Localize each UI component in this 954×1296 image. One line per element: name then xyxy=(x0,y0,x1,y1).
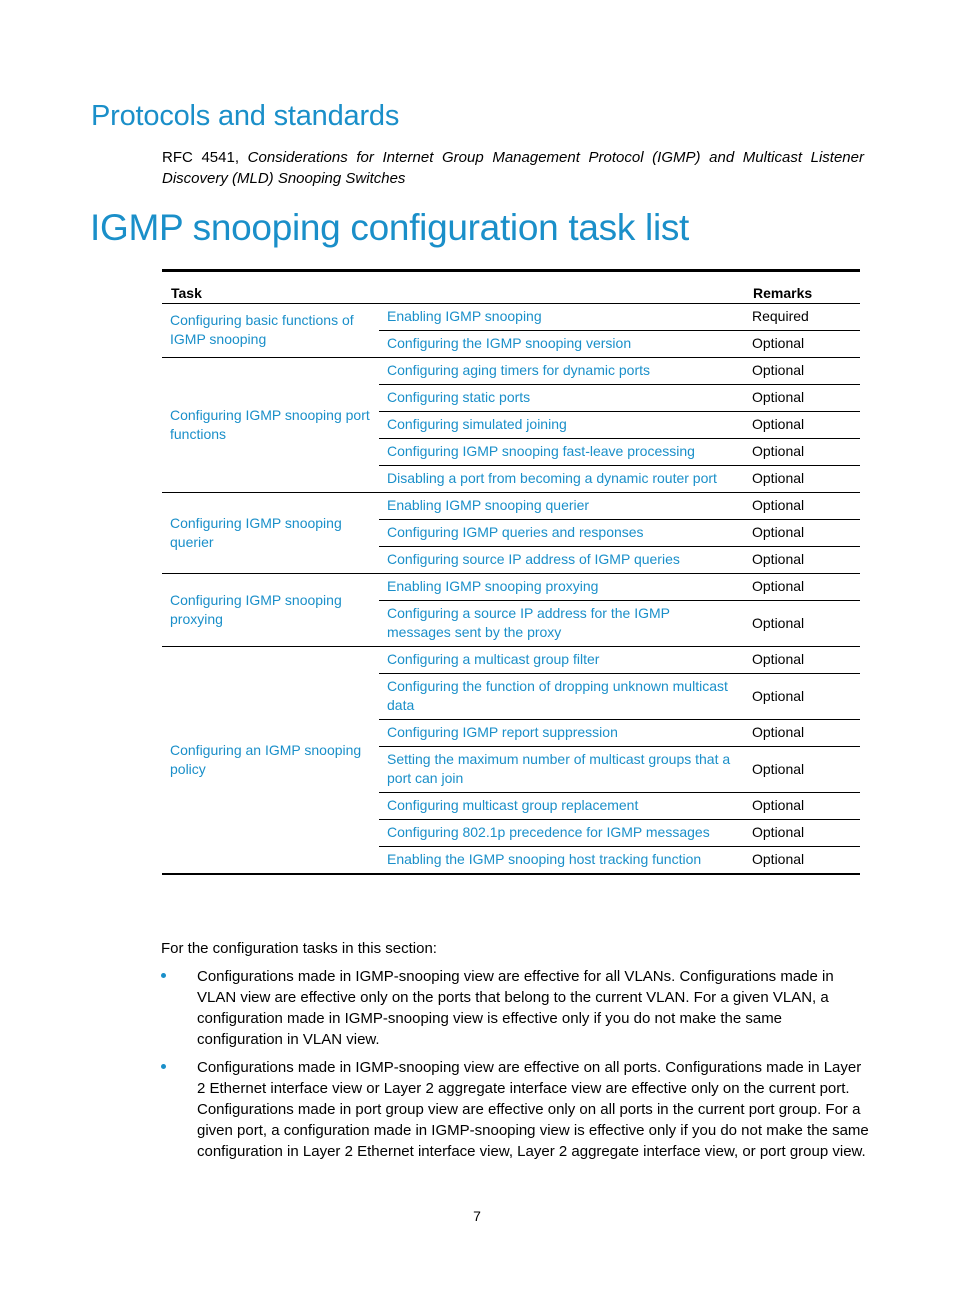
remark-cell: Optional xyxy=(744,547,860,574)
notes-list xyxy=(161,966,869,1169)
subtask-link[interactable]: Disabling a port from becoming a dynamic router port xyxy=(387,470,717,486)
subtask-cell xyxy=(379,647,744,674)
subtask-cell xyxy=(379,847,744,875)
subtask-cell xyxy=(379,574,744,601)
remark-cell: Optional xyxy=(744,466,860,493)
subtask-link[interactable]: Configuring a multicast group filter xyxy=(387,651,600,667)
task-table-body xyxy=(162,304,860,875)
bullet-icon xyxy=(161,973,166,978)
subtask-cell xyxy=(379,720,744,747)
subtask-link[interactable]: Configuring IGMP queries and responses xyxy=(387,524,644,540)
remark-cell: Optional xyxy=(744,385,860,412)
subtask-link[interactable]: Enabling IGMP snooping querier xyxy=(387,497,590,513)
subtask-cell xyxy=(379,439,744,466)
task-group-link[interactable]: Configuring IGMP snooping proxying xyxy=(162,574,379,647)
subtask-link[interactable]: Enabling IGMP snooping xyxy=(387,308,542,324)
remark-cell: Optional xyxy=(744,847,860,875)
subtask-link[interactable]: Setting the maximum number of multicast groups that a port can join xyxy=(387,751,731,786)
page-title: IGMP snooping configuration task list xyxy=(90,207,690,248)
subtask-cell xyxy=(379,493,744,520)
remark-cell: Optional xyxy=(744,601,860,647)
remark-cell: Required xyxy=(744,304,860,331)
remark-cell: Optional xyxy=(744,331,860,358)
subtask-cell xyxy=(379,331,744,358)
subtask-link[interactable]: Configuring static ports xyxy=(387,389,531,405)
subtask-link[interactable]: Configuring IGMP snooping fast-leave processing xyxy=(387,443,695,459)
subtask-cell xyxy=(379,547,744,574)
table-row xyxy=(162,304,860,331)
subtask-cell xyxy=(379,358,744,385)
subtask-link[interactable]: Configuring the function of dropping unknown multicast data xyxy=(387,678,728,713)
subtask-cell xyxy=(379,412,744,439)
subtask-cell xyxy=(379,466,744,493)
task-group-link[interactable]: Configuring an IGMP snooping policy xyxy=(162,647,379,875)
rfc-reference xyxy=(162,147,864,189)
list-item xyxy=(161,1057,869,1162)
subtask-link[interactable]: Configuring aging timers for dynamic ports xyxy=(387,362,651,378)
table-row xyxy=(162,358,860,385)
subtask-link[interactable]: Configuring a source IP address for the IGMP messages sent by the proxy xyxy=(387,605,670,640)
remark-cell: Optional xyxy=(744,793,860,820)
task-column-header: Task xyxy=(162,271,744,304)
remark-cell: Optional xyxy=(744,412,860,439)
subtask-cell xyxy=(379,793,744,820)
subtask-link[interactable]: Configuring IGMP report suppression xyxy=(387,724,618,740)
remark-cell: Optional xyxy=(744,747,860,793)
remark-cell: Optional xyxy=(744,820,860,847)
subtask-link[interactable]: Configuring 802.1p precedence for IGMP messages xyxy=(387,824,710,840)
list-item-text: Configurations made in IGMP-snooping view are effective for all VLANs. Configurations made in VLAN view are effective only on the ports that belong to the current VLAN. For a given VLAN, a configuration made in IGMP-snooping view is effective only if you do not make the same configuration in VLAN view. xyxy=(197,968,834,1048)
subtask-link[interactable]: Configuring source IP address of IGMP queries xyxy=(387,551,680,567)
subtask-cell xyxy=(379,674,744,720)
bullet-icon xyxy=(161,1064,166,1069)
rfc-number: RFC 4541, xyxy=(162,149,240,166)
remark-cell: Optional xyxy=(744,493,860,520)
remark-cell: Optional xyxy=(744,439,860,466)
subtask-link[interactable]: Configuring multicast group replacement xyxy=(387,797,639,813)
remark-cell: Optional xyxy=(744,674,860,720)
remark-cell: Optional xyxy=(744,574,860,601)
subtask-cell xyxy=(379,520,744,547)
rfc-title: Considerations for Internet Group Management Protocol (IGMP) and Multicast Listener Discovery (MLD) Snooping Switches xyxy=(162,149,864,187)
remark-cell: Optional xyxy=(744,720,860,747)
subtask-link[interactable]: Enabling the IGMP snooping host tracking function xyxy=(387,851,702,867)
subtask-link[interactable]: Configuring the IGMP snooping version xyxy=(387,335,632,351)
intro-text: For the configuration tasks in this section: xyxy=(161,940,437,957)
subtask-cell xyxy=(379,820,744,847)
list-item xyxy=(161,966,869,1050)
task-group-link[interactable]: Configuring IGMP snooping port functions xyxy=(162,358,379,493)
table-row xyxy=(162,493,860,520)
list-item-text: Configurations made in IGMP-snooping view are effective on all ports. Configurations made in Layer 2 Ethernet interface view or Layer 2 aggregate interface view are effective only on the current port. Configurations made in port group view are effective only on all ports in the current port group. For a given port, a configuration made in IGMP-snooping view is effective only if you do not make the same configuration in Layer 2 Ethernet interface view, Layer 2 aggregate interface view, or port group view. xyxy=(197,1059,869,1160)
task-group-link[interactable]: Configuring IGMP snooping querier xyxy=(162,493,379,574)
task-group-link[interactable]: Configuring basic functions of IGMP snooping xyxy=(162,304,379,358)
remark-cell: Optional xyxy=(744,520,860,547)
subtask-link[interactable]: Configuring simulated joining xyxy=(387,416,567,432)
page-number: 7 xyxy=(473,1208,481,1224)
task-table xyxy=(162,269,860,875)
section-title: Protocols and standards xyxy=(91,100,400,132)
subtask-cell xyxy=(379,385,744,412)
subtask-cell xyxy=(379,304,744,331)
remark-cell: Optional xyxy=(744,358,860,385)
subtask-cell xyxy=(379,747,744,793)
table-row xyxy=(162,647,860,674)
subtask-link[interactable]: Enabling IGMP snooping proxying xyxy=(387,578,599,594)
table-header-row xyxy=(162,271,860,304)
subtask-cell xyxy=(379,601,744,647)
table-row xyxy=(162,574,860,601)
remark-cell: Optional xyxy=(744,647,860,674)
remarks-column-header: Remarks xyxy=(744,271,860,304)
